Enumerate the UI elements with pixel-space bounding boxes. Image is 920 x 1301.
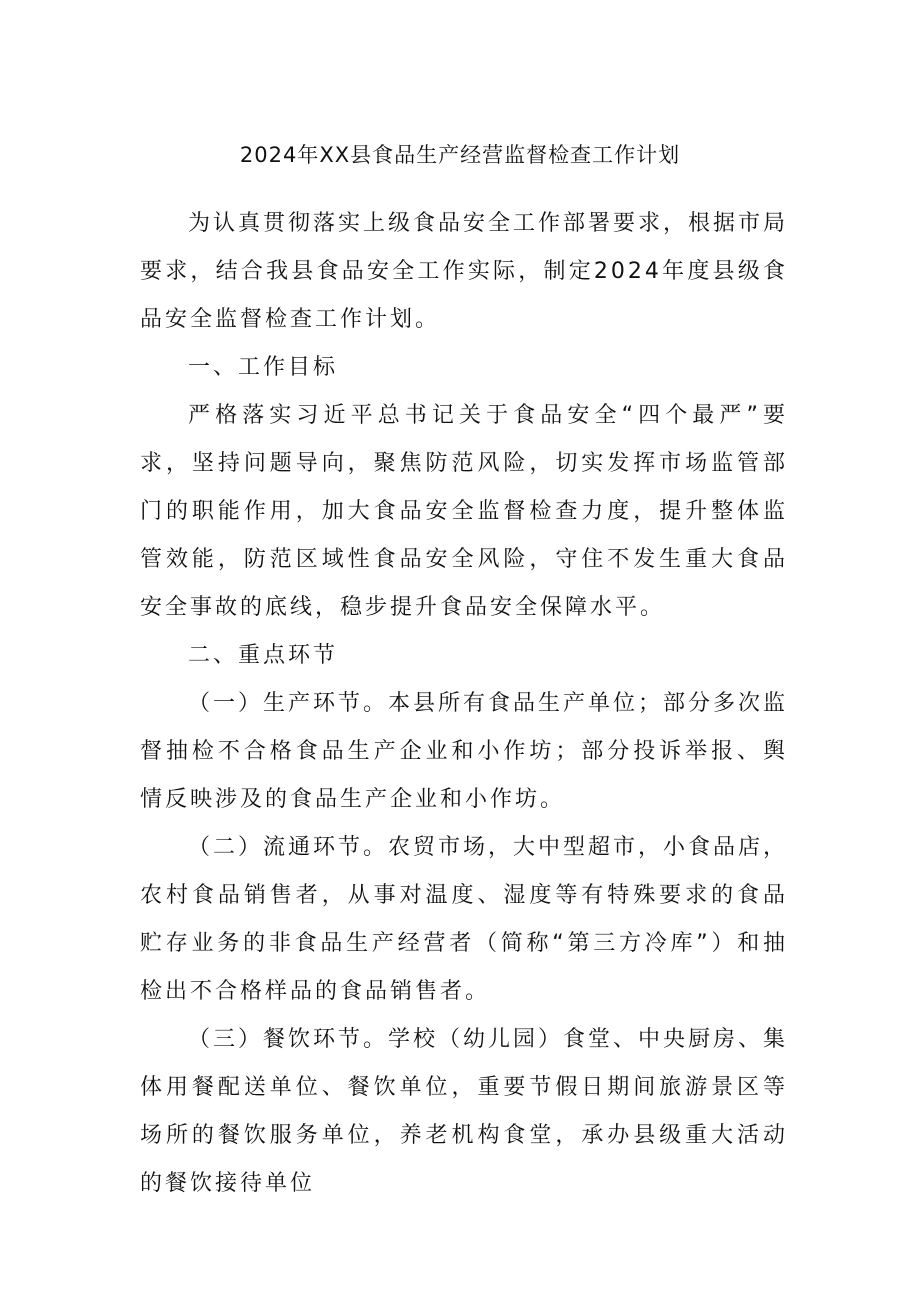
section-heading-key-links: 二、重点环节 — [188, 643, 339, 668]
circulation-paragraph: （二）流通环节。农贸市场，大中型超市，小食品店，农村食品销售者，从事对温度、湿度等有特殊要求的食品贮存业务的非食品生产经营者（简称“第三方冷库”）和抽检出不合格样品的食品销售者。 — [140, 835, 789, 1004]
document-title: 2024年XX县食品生产经营监督检查工作计划 — [239, 143, 681, 167]
intro-paragraph: 为认真贯彻落实上级食品安全工作部署要求，根据市局要求，结合我县食品安全工作实际，制定2024年度县级食品安全监督检查工作计划。 — [140, 211, 789, 332]
document-body — [140, 200, 788, 1208]
production-paragraph: （一）生产环节。本县所有食品生产单位；部分多次监督抽检不合格食品生产企业和小作坊；部分投诉举报、舆情反映涉及的食品生产企业和小作坊。 — [140, 691, 789, 812]
catering-paragraph: （三）餐饮环节。学校（幼儿园）食堂、中央厨房、集体用餐配送单位、餐饮单位，重要节假日期间旅游景区等场所的餐饮服务单位，养老机构食堂，承办县级重大活动的餐饮接待单位 — [140, 1027, 789, 1196]
goals-paragraph: 严格落实习近平总书记关于食品安全“四个最严”要求，坚持问题导向，聚焦防范风险，切实发挥市场监管部门的职能作用，加大食品安全监督检查力度，提升整体监管效能，防范区域性食品安全风险，守住不发生重大食品安全事故的底线，稳步提升食品安全保障水平。 — [140, 403, 788, 620]
section-heading-goals: 一、工作目标 — [188, 355, 339, 380]
